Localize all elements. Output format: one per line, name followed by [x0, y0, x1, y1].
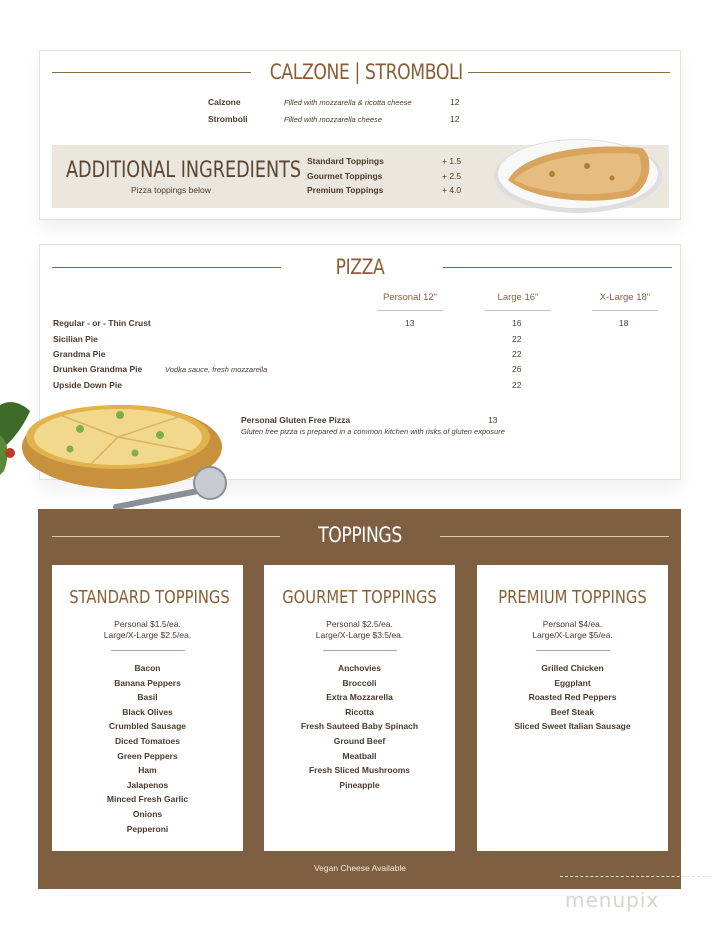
- list-item: Green Peppers: [117, 750, 178, 761]
- price-large: Large/X-Large $3.5/ea.: [315, 630, 404, 640]
- list-item: Meatball: [342, 750, 377, 761]
- list-item: Diced Tomatoes: [114, 735, 181, 746]
- list-item: Onions: [132, 808, 163, 819]
- list-item: Eggplant: [554, 677, 591, 688]
- price-personal: Personal $2.5/ea.: [326, 619, 393, 629]
- stromboli-name: Stromboli: [208, 114, 248, 124]
- pizza-row-large: 22: [512, 334, 522, 344]
- price-personal: Personal $1.5/ea.: [114, 619, 181, 629]
- card-divider: [323, 650, 397, 651]
- pizza-title: PIZZA: [335, 255, 385, 279]
- calzone-title: CALZONE | STROMBOLI: [269, 60, 463, 84]
- pizza-rule-left: [52, 267, 281, 268]
- list-item: Ground Beef: [333, 735, 386, 746]
- premium-toppings-price: + 4.0: [442, 185, 462, 195]
- pizza-row-large: 16: [512, 318, 522, 328]
- gourmet-toppings-title: GOURMET TOPPINGS: [282, 587, 437, 608]
- calzone-name: Calzone: [208, 97, 241, 107]
- pizza-row-name: Drunken Grandma Pie: [53, 364, 143, 374]
- pizza-col-xlarge: X-Large 18": [599, 292, 651, 303]
- stromboli-price: 12: [450, 114, 460, 124]
- list-item: Jalapenos: [126, 779, 169, 790]
- gourmet-toppings-price: + 2.5: [442, 171, 462, 181]
- toppings-rule-right: [440, 536, 669, 537]
- list-item: Extra Mozzarella: [326, 692, 393, 703]
- gluten-free-price: 13: [488, 415, 498, 425]
- gourmet-toppings-prices: [264, 619, 455, 641]
- price-large: Large/X-Large $2.5/ea.: [103, 630, 192, 640]
- standard-toppings-label: Standard Toppings: [307, 156, 384, 166]
- gluten-free-note: Gluten free pizza is prepared in a common kitchen with risks of gluten exposure: [241, 427, 505, 436]
- additional-ingredients-subtitle: Pizza toppings below: [131, 185, 211, 195]
- list-item: Ricotta: [345, 706, 374, 717]
- calzone-rule-left: [52, 72, 251, 73]
- gourmet-toppings-card: [264, 565, 455, 851]
- list-item: Sliced Sweet Italian Sausage: [514, 721, 631, 732]
- pizza-row-personal: 13: [405, 318, 415, 328]
- list-item: Crumbled Sausage: [109, 721, 186, 732]
- gourmet-toppings-list: [264, 661, 455, 792]
- gourmet-toppings-label: Gourmet Toppings: [307, 171, 383, 181]
- standard-toppings-card: [52, 565, 243, 851]
- additional-ingredients-title: ADDITIONAL INGREDIENTS: [66, 158, 302, 183]
- pizza-row-large: 26: [512, 364, 522, 374]
- calzone-desc: Filled with mozzarella & ricotta cheese: [284, 98, 412, 107]
- card-divider: [536, 650, 610, 651]
- watermark-logo: menupix: [565, 888, 660, 912]
- pizza-row-name: Sicilian Pie: [53, 334, 98, 344]
- pizza-col-personal: Personal 12": [382, 292, 438, 303]
- list-item: Beef Steak: [550, 706, 595, 717]
- pizza-col-personal-rule: [377, 310, 443, 311]
- list-item: Pineapple: [339, 779, 380, 790]
- list-item: Anchovies: [338, 663, 381, 673]
- pizza-row-large: 22: [512, 380, 522, 390]
- vegan-cheese-note: Vegan Cheese Available: [313, 863, 406, 873]
- price-personal: Personal $4/ea.: [542, 619, 603, 629]
- premium-toppings-card: [477, 565, 668, 851]
- premium-toppings-list: [477, 661, 668, 734]
- pizza-row-name: Regular - or - Thin Crust: [53, 318, 151, 328]
- standard-toppings-title: STANDARD TOPPINGS: [69, 587, 230, 608]
- premium-toppings-label: Premium Toppings: [307, 185, 384, 195]
- pizza-col-xlarge-rule: [592, 310, 658, 311]
- toppings-title: TOPPINGS: [318, 523, 402, 547]
- standard-toppings-price: + 1.5: [442, 156, 462, 166]
- pizza-row-large: 22: [512, 349, 522, 359]
- pizza-row-name: Grandma Pie: [53, 349, 106, 359]
- list-item: Fresh Sliced Mushrooms: [308, 765, 411, 776]
- list-item: Ham: [138, 765, 157, 776]
- list-item: Broccoli: [342, 677, 377, 688]
- toppings-rule-left: [52, 536, 280, 537]
- list-item: Roasted Red Peppers: [528, 692, 617, 703]
- premium-toppings-title: PREMIUM TOPPINGS: [498, 587, 647, 608]
- list-item: Pepperoni: [126, 823, 169, 834]
- premium-toppings-prices: [477, 619, 668, 641]
- standard-toppings-prices: [52, 619, 243, 641]
- stromboli-desc: Filled with mozzarella cheese: [284, 115, 382, 124]
- gluten-free-name: Personal Gluten Free Pizza: [241, 415, 351, 425]
- price-large: Large/X-Large $5/ea.: [532, 630, 613, 640]
- calzone-rule-right: [468, 72, 670, 73]
- list-item: Grilled Chicken: [541, 663, 604, 673]
- pizza-image: [0, 395, 235, 515]
- pizza-col-large: Large 16": [497, 292, 539, 303]
- pizza-row-desc: Vodka sauce, fresh mozzarella: [165, 365, 268, 374]
- list-item: Bacon: [134, 663, 161, 673]
- list-item: Banana Peppers: [114, 677, 181, 688]
- pizza-rule-right: [443, 267, 672, 268]
- card-divider: [111, 650, 185, 651]
- pizza-col-large-rule: [485, 310, 551, 311]
- calzone-plate-image: [492, 134, 664, 214]
- list-item: Minced Fresh Garlic: [106, 794, 189, 805]
- pizza-row-xlarge: 18: [619, 318, 629, 328]
- standard-toppings-list: [52, 661, 243, 836]
- calzone-price: 12: [450, 97, 460, 107]
- list-item: Fresh Sauteed Baby Spinach: [300, 721, 419, 732]
- list-item: Basil: [137, 692, 158, 703]
- watermark-border: [560, 876, 710, 877]
- pizza-row-name: Upside Down Pie: [53, 380, 122, 390]
- list-item: Black Olives: [122, 706, 173, 717]
